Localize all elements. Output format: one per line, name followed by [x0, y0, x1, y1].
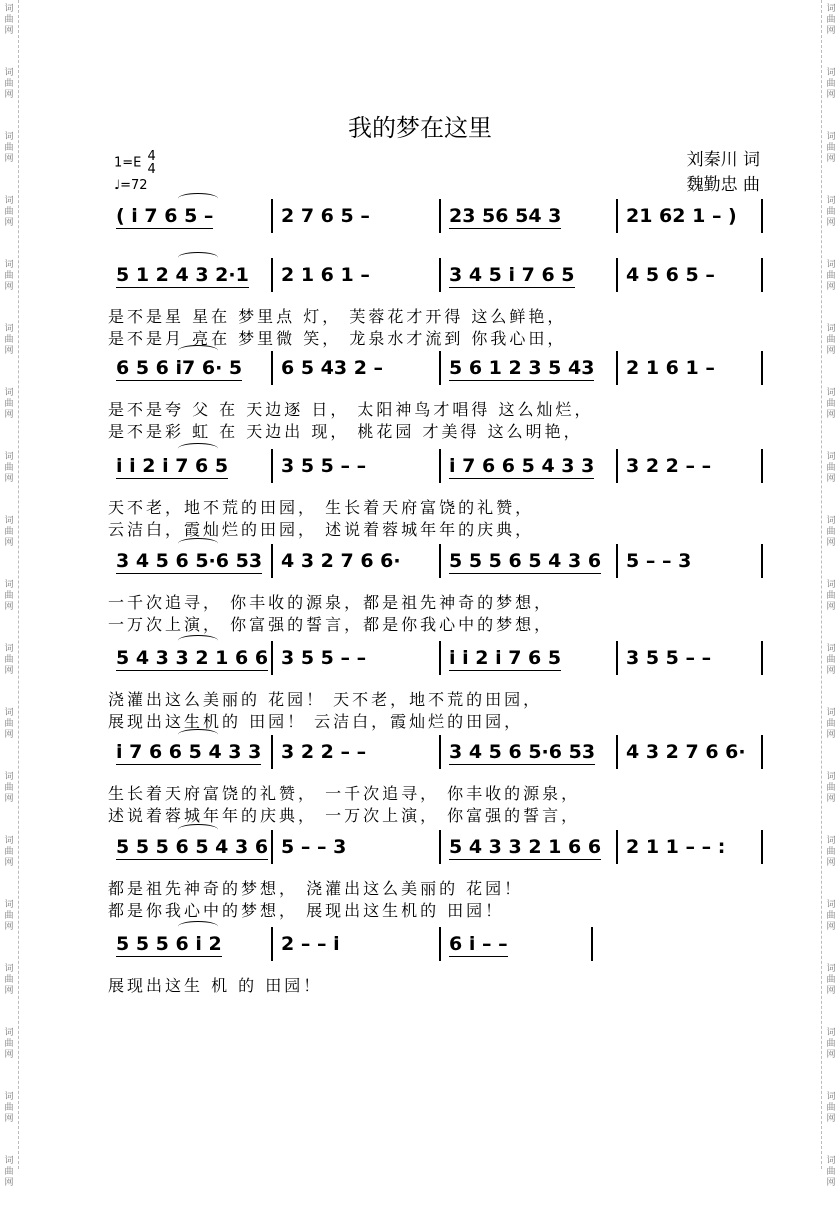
bar-line: [616, 199, 618, 233]
bar-line: [271, 199, 273, 233]
measure: 4 3 2 7 6 6·: [626, 741, 746, 763]
measure: 3 5 5 – –: [281, 647, 367, 669]
bar-line: [761, 449, 763, 483]
bar-line: [616, 258, 618, 292]
notes-line: [108, 931, 763, 961]
watermark-text: 词 曲 网: [4, 388, 14, 420]
bar-line: [439, 258, 441, 292]
bar-line: [761, 830, 763, 864]
bar-line: [271, 449, 273, 483]
lyric-line: 云洁白，霞灿烂的田园， 述说着蓉城年年的庆典，: [108, 520, 535, 539]
measure: 5 1 2 4 3 2·1: [116, 264, 249, 286]
watermark-text: 词 曲 网: [4, 1156, 14, 1188]
watermark-text: 词 曲 网: [826, 516, 836, 548]
lyric-line: 生长着天府富饶的礼赞， 一千次追寻， 你丰收的源泉，: [108, 784, 581, 803]
watermark-text: 词 曲 网: [826, 644, 836, 676]
slur: [178, 443, 218, 454]
lyric-line: 天不老，地不荒的田园， 生长着天府富饶的礼赞，: [108, 498, 535, 517]
watermark-text: 词 曲 网: [826, 964, 836, 996]
bar-line: [761, 735, 763, 769]
right-watermark-strip: [821, 0, 840, 1188]
watermark-text: 词 曲 网: [826, 708, 836, 740]
notes-line: [108, 645, 763, 675]
measure: 6 5 6 i7 6· 5: [116, 357, 243, 379]
lyric-line: 一万次上演， 你富强的誓言，都是你我心中的梦想，: [108, 615, 554, 634]
measure: 5 5 5 6 i 2: [116, 933, 222, 955]
slur: [178, 824, 218, 835]
measure: 5 5 5 6 5 4 3 6: [449, 550, 602, 572]
slur: [178, 193, 218, 204]
bar-line: [761, 641, 763, 675]
watermark-text: 词 曲 网: [4, 324, 14, 356]
bar-line: [761, 544, 763, 578]
bar-line: [616, 544, 618, 578]
lyric-line: 是不是月 亮在 梦里微 笑， 龙泉水才流到 你我心田，: [108, 329, 567, 348]
bar-line: [439, 351, 441, 385]
watermark-text: 词 曲 网: [826, 388, 836, 420]
lyric-line: 是不是夸 父 在 天边逐 日， 太阳神鸟才唱得 这么灿烂，: [108, 400, 594, 419]
measure: 6 i – –: [449, 933, 508, 955]
notes-line: [108, 453, 763, 483]
watermark-text: 词 曲 网: [4, 836, 14, 868]
watermark-text: 词 曲 网: [4, 68, 14, 100]
watermark-text: 词 曲 网: [4, 644, 14, 676]
lyric-line: 述说着蓉城年年的庆典， 一万次上演， 你富强的誓言，: [108, 806, 581, 825]
composer: 魏勤忠 曲: [686, 175, 760, 195]
measure: 5 6 1 2 3 5 43: [449, 357, 595, 379]
measure: 3 4 5 6 5·6 53: [449, 741, 596, 763]
watermark-text: 词 曲 网: [4, 196, 14, 228]
watermark-text: 词 曲 网: [4, 1028, 14, 1060]
lyric-line: 展现出这生 机 的 田园！: [108, 976, 323, 995]
time-top: 4: [147, 149, 156, 164]
measure: 4 5 6 5 –: [626, 264, 715, 286]
bar-line: [271, 735, 273, 769]
bar-line: [271, 641, 273, 675]
measure: 2 1 1 – – :: [626, 836, 726, 858]
tempo-value: =72: [120, 178, 148, 193]
measure: i i 2 i 7 6 5: [116, 455, 229, 477]
watermark-text: 词 曲 网: [826, 772, 836, 804]
notes-line: [108, 262, 763, 292]
measure: 3 4 5 i 7 6 5: [449, 264, 575, 286]
watermark-text: 词 曲 网: [826, 68, 836, 100]
bar-line: [591, 927, 593, 961]
watermark-text: 词 曲 网: [826, 4, 836, 36]
lyric-line: 是不是星 星在 梦里点 灯， 芙蓉花才开得 这么鲜艳，: [108, 307, 567, 326]
bar-line: [761, 351, 763, 385]
slur: [178, 252, 218, 263]
bar-line: [616, 735, 618, 769]
watermark-text: 词 曲 网: [826, 260, 836, 292]
bar-line: [439, 830, 441, 864]
slur: [178, 729, 218, 740]
lyric-line: 一千次追寻， 你丰收的源泉，都是祖先神奇的梦想，: [108, 593, 554, 612]
slur: [178, 345, 218, 356]
lyric-line: 都是你我心中的梦想， 展现出这生机的 田园！: [108, 901, 505, 920]
watermark-text: 词 曲 网: [4, 580, 14, 612]
bar-line: [616, 449, 618, 483]
notes-line: [108, 548, 763, 578]
watermark-text: 词 曲 网: [826, 452, 836, 484]
bar-line: [439, 927, 441, 961]
quarter-note-icon: ♩: [114, 178, 121, 193]
bar-line: [439, 735, 441, 769]
lyric-line: 都是祖先神奇的梦想， 浇灌出这么美丽的 花园！: [108, 879, 524, 898]
measure: 3 2 2 – –: [626, 455, 712, 477]
lyric-line: 展现出这生机的 田园！ 云洁白，霞灿烂的田园，: [108, 712, 524, 731]
bar-line: [271, 544, 273, 578]
bar-line: [616, 830, 618, 864]
watermark-text: 词 曲 网: [826, 132, 836, 164]
bar-line: [616, 351, 618, 385]
bar-line: [616, 641, 618, 675]
measure: 2 1 6 1 –: [281, 264, 370, 286]
slur: [178, 921, 218, 932]
watermark-text: 词 曲 网: [4, 260, 14, 292]
measure: 5 4 3 3 2 1 6 6: [449, 836, 602, 858]
bar-line: [439, 641, 441, 675]
time-bottom: 4: [147, 162, 156, 177]
watermark-text: 词 曲 网: [4, 452, 14, 484]
bar-line: [761, 199, 763, 233]
measure: i 7 6 6 5 4 3 3: [116, 741, 262, 763]
watermark-text: 词 曲 网: [826, 1156, 836, 1188]
measure: 3 5 5 – –: [281, 455, 367, 477]
bar-line: [271, 258, 273, 292]
key-label: 1=E: [114, 155, 142, 171]
watermark-text: 词 曲 网: [4, 708, 14, 740]
watermark-text: 词 曲 网: [4, 516, 14, 548]
measure: 4 3 2 7 6 6·: [281, 550, 401, 572]
measure: 3 2 2 – –: [281, 741, 367, 763]
lyric-line: 浇灌出这么美丽的 花园！ 天不老，地不荒的田园，: [108, 690, 543, 709]
watermark-text: 词 曲 网: [4, 900, 14, 932]
watermark-text: 词 曲 网: [826, 196, 836, 228]
bar-line: [271, 351, 273, 385]
notes-line: [108, 203, 763, 233]
measure: 5 – – 3: [626, 550, 692, 572]
watermark-text: 词 曲 网: [4, 1092, 14, 1124]
watermark-text: 词 曲 网: [826, 580, 836, 612]
song-title: 我的梦在这里: [348, 114, 492, 142]
measure: 2 1 6 1 –: [626, 357, 715, 379]
watermark-text: 词 曲 网: [4, 132, 14, 164]
measure: 3 5 5 – –: [626, 647, 712, 669]
watermark-text: 词 曲 网: [826, 324, 836, 356]
watermark-text: 词 曲 网: [826, 900, 836, 932]
measure: 6 5 43 2 –: [281, 357, 384, 379]
notes-line: [108, 355, 763, 385]
bar-line: [271, 830, 273, 864]
measure: 5 4 3 3 2 1 6 6: [116, 647, 269, 669]
tempo-marking: [114, 178, 148, 193]
notes-line: [108, 834, 763, 864]
bar-line: [439, 449, 441, 483]
measure: 5 – – 3: [281, 836, 347, 858]
lyric-line: 是不是彩 虹 在 天边出 现， 桃花园 才美得 这么明艳，: [108, 422, 583, 441]
left-watermark-strip: [0, 0, 19, 1188]
measure: 23 56 54 3: [449, 205, 562, 227]
bar-line: [439, 544, 441, 578]
slur: [178, 635, 218, 646]
measure: ( i 7 6 5 –: [116, 205, 214, 227]
notes-line: [108, 739, 763, 769]
watermark-text: 词 曲 网: [826, 1092, 836, 1124]
watermark-text: 词 曲 网: [826, 1028, 836, 1060]
bar-line: [439, 199, 441, 233]
measure: 2 – – i: [281, 933, 340, 955]
measure: 3 4 5 6 5·6 53: [116, 550, 263, 572]
measure: 2 7 6 5 –: [281, 205, 370, 227]
watermark-text: 词 曲 网: [4, 4, 14, 36]
bar-line: [271, 927, 273, 961]
lyricist: 刘秦川 词: [686, 150, 760, 170]
watermark-text: 词 曲 网: [4, 964, 14, 996]
credits: [687, 148, 760, 198]
watermark-text: 词 曲 网: [826, 836, 836, 868]
slur: [178, 538, 218, 549]
measure: 21 62 1 – ): [626, 205, 737, 227]
bar-line: [761, 258, 763, 292]
measure: i 7 6 6 5 4 3 3: [449, 455, 595, 477]
key-signature: [114, 150, 156, 176]
measure: 5 5 5 6 5 4 3 6: [116, 836, 269, 858]
watermark-text: 词 曲 网: [4, 772, 14, 804]
measure: i i 2 i 7 6 5: [449, 647, 562, 669]
